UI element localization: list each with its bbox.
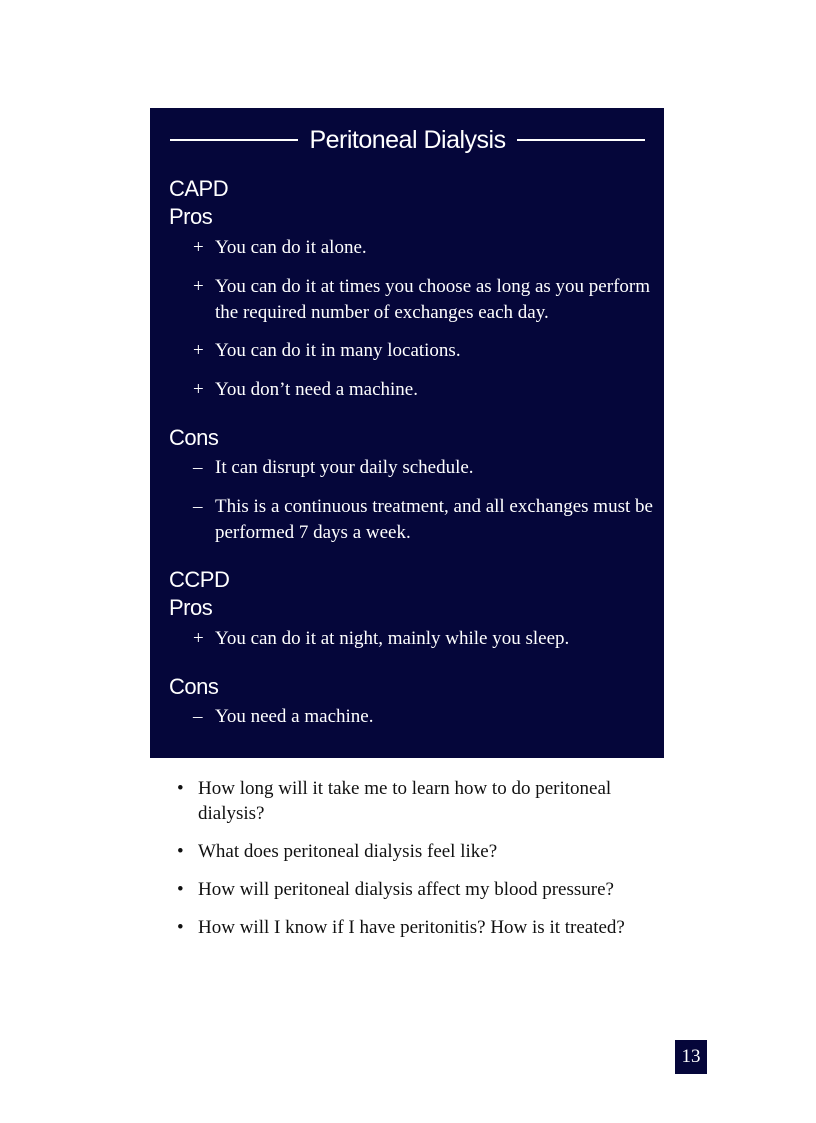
list-item	[193, 235, 653, 261]
question-item	[177, 877, 667, 902]
ccpd-pros-heading: Pros	[169, 595, 213, 620]
list-item	[193, 377, 653, 403]
list-item	[193, 274, 653, 326]
title-rule-right	[517, 139, 645, 141]
item-text: You don’t need a machine.	[215, 379, 418, 400]
item-text: You can do it alone.	[215, 237, 367, 258]
question-text: How will I know if I have peritonitis? How is it treated?	[198, 917, 625, 938]
list-item	[193, 704, 653, 730]
list-item	[193, 455, 653, 481]
item-text: You need a machine.	[215, 706, 374, 727]
question-item	[177, 915, 667, 940]
capd-cons-heading: Cons	[169, 425, 219, 450]
question-text: What does peritoneal dialysis feel like?	[198, 841, 498, 862]
plus-mark: +	[193, 276, 204, 297]
plus-mark: +	[193, 379, 204, 400]
page-number: 13	[675, 1040, 707, 1074]
question-item	[177, 776, 667, 826]
bullet: •	[177, 879, 184, 900]
item-text: You can do it in many locations.	[215, 340, 461, 361]
minus-mark: –	[193, 457, 203, 478]
item-text: This is a continuous treatment, and all exchanges must be performed 7 days a week.	[215, 496, 653, 543]
ccpd-cons-heading: Cons	[169, 674, 219, 699]
ccpd-heading: CCPD	[169, 567, 230, 592]
bullet: •	[177, 917, 184, 938]
capd-pros-heading: Pros	[169, 204, 213, 229]
item-text: You can do it at times you choose as long as you perform the required number of exchanges each day.	[215, 276, 651, 323]
question-item	[177, 839, 667, 864]
title-rule-left	[170, 139, 298, 141]
bullet: •	[177, 841, 184, 862]
list-item	[193, 626, 653, 652]
list-item	[193, 494, 653, 546]
item-text: You can do it at night, mainly while you sleep.	[215, 628, 570, 649]
capd-heading: CAPD	[169, 176, 229, 201]
minus-mark: –	[193, 496, 203, 517]
peritoneal-dialysis-panel	[150, 108, 664, 758]
plus-mark: +	[193, 237, 204, 258]
bullet: •	[177, 778, 184, 799]
item-text: It can disrupt your daily schedule.	[215, 457, 474, 478]
panel-title-row	[170, 120, 645, 160]
plus-mark: +	[193, 340, 204, 361]
question-text: How will peritoneal dialysis affect my blood pressure?	[198, 879, 614, 900]
minus-mark: –	[193, 706, 203, 727]
panel-title: Peritoneal Dialysis	[309, 125, 506, 154]
question-text: How long will it take me to learn how to do peritoneal dialysis?	[198, 778, 612, 824]
list-item	[193, 338, 653, 364]
plus-mark: +	[193, 628, 204, 649]
